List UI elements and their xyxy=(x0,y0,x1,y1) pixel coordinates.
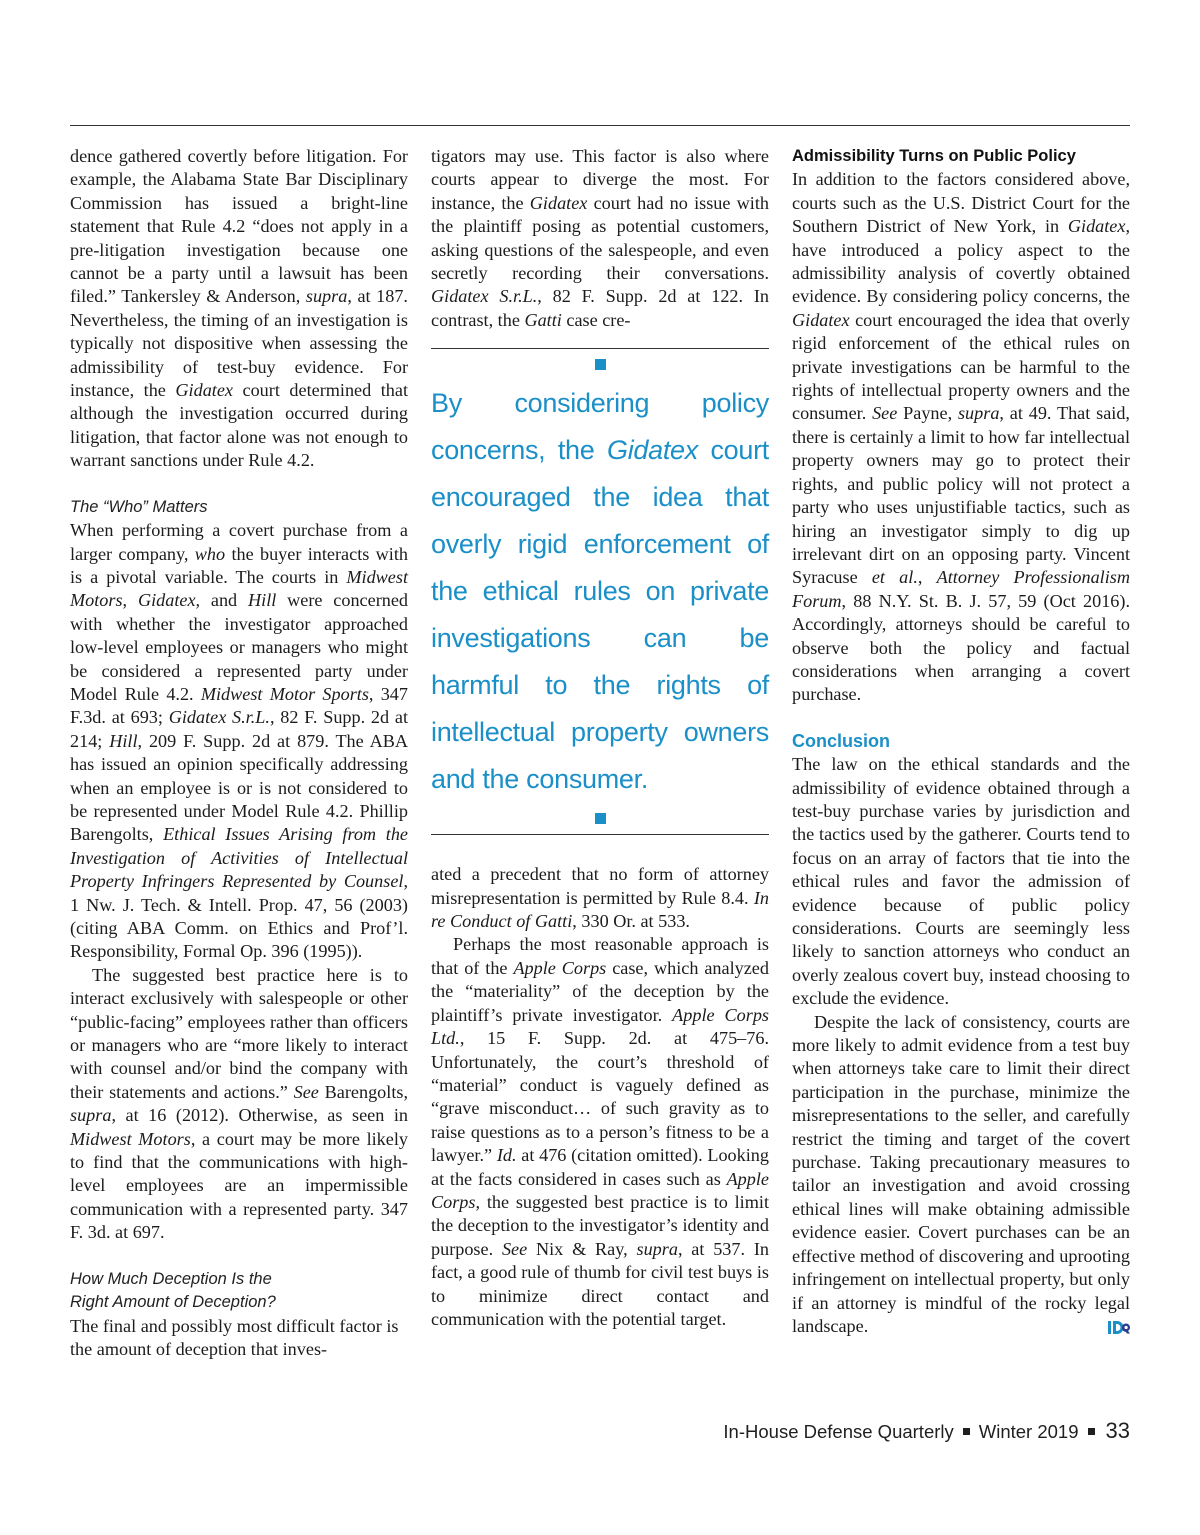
italic-citation: Midwest Motor Sports xyxy=(200,683,369,704)
italic-citation: Attorney Professionalism Forum xyxy=(792,567,1131,611)
col2-paragraph-3: Perhaps the most reasonable approach is that of the Apple Corps case, which analyzed the “materiality” of the deception by the plaintiff’s private investigator. Apple Corps Ltd., 15 F. Supp. 2d. at 475–76. Unfortunately, the court’s threshold of “material” conduct is vaguely defined as “grave misconduct… of such gravity as to raise questions as to a person’s fitness to be a lawyer.” Id. at 476 (citation omitted). Looking at the facts considered in cases such as Apple Corps, the suggested best practice is to limit the deception to the investigator’s identity and purpose. See Nix & Ray, supra, at 537. In fact, a good rule of thumb for civil test buys is to minimize direct contact and communication with the potential target. xyxy=(431,934,770,1329)
col3-paragraph-2: The law on the ethical standards and the admissibility of evidence obtained through a test-buy purchase varies by jurisdiction and the tactics used by the gatherer. Courts tend to focus on an array of factors that tie into the ethical rules and favor the admission of evidence because of public policy considerations. Courts are seemingly less likely to sanction attorneys who conduct an overly zealous covert buy, instead choosing to exclude the evidence. xyxy=(792,754,1130,1009)
heading-conclusion: Conclusion xyxy=(792,730,890,751)
page-number: 33 xyxy=(1105,1418,1130,1443)
heading-deception xyxy=(70,1268,408,1315)
pull-quote-bottom-rule xyxy=(431,834,769,835)
italic-citation: supra xyxy=(957,403,1000,424)
col1-paragraph-2: When performing a covert purchase from a larger company, who the buyer interacts with is a pivotal variable. The courts in Midwest Motors, Gidatex, and Hill were concerned with whether the investigator approached low-level employees or managers who might be considered a represented party under Model Rule 4.2. Midwest Motor Sports, 347 F.3d. at 693; Gidatex S.r.L., 82 F. Supp. 2d at 214; Hill, 209 F. Supp. 2d at 879. The ABA has issued an opinion specifically addressing when an employee is or is not considered to be represented under Model Rule 4.2. Phillip Barengolts, Ethical Issues Arising from the Investigation of Activities of Intellectual Property Infringers Represented by Counsel, 1 Nw. J. Tech. & Intell. Prop. 47, 56 (2003) (citing ABA Comm. on Ethics and Prof’l. Responsibility, Formal Op. 396 (1995)). xyxy=(70,520,409,962)
col3-paragraph-1: In addition to the factors considered above, courts such as the U.S. District Court for the Southern District of New York, in Gidatex, have introduced a policy aspect to the admissibility analysis of covertly obtained evidence. By considering policy concerns, the Gidatex court encouraged the idea that overly rigid enforcement of the ethical rules on private investigations can be harmful to the rights of intellectual property owners and the consumer. See Payne, supra, at 49. That said, there is certainly a limit to how far intellectual property owners may go to protect their rights, and public policy will not protect a party who uses unjustifiable tactics, such as hiring an investigator simply to dig up irrelevant dirt on an opposing party. Vincent Syracuse et al., Attorney Professionalism Forum, 88 N.Y. St. B. J. 57, 59 (Oct 2016). Accordingly, attorneys should be careful to observe both the policy and factual considerations when arranging a covert purchase. xyxy=(792,169,1131,705)
col3-paragraph-3-text: Despite the lack of consistency, courts are more likely to admit evidence from a test buy when attorneys take care to limit their direct participation in the purchase, minimize the misrepresentations to the seller, and carefully restrict the timing and target of the covert purchase. Taking precautionary measures to tailor an investigation and avoid crossing ethical lines will make obtaining admissible evidence easier. Covert purchases can be an effective method of discovering and uprooting infringement on intellectual property, but only if an attorney is mindful of the rocky legal landscape. xyxy=(792,1011,1130,1336)
square-bullet-icon xyxy=(595,359,606,370)
italic-citation: Hill xyxy=(248,590,277,611)
column-1 xyxy=(70,145,408,1361)
italic-citation: Gidatex S.r.L. xyxy=(168,707,270,728)
italic-citation: Apple Corps xyxy=(431,1168,769,1212)
footer-publication: In-House Defense Quarterly xyxy=(723,1421,954,1442)
italic-citation: See xyxy=(293,1081,319,1102)
italic-citation: Apple Corps xyxy=(513,957,607,978)
col1-paragraph-4: The final and possibly most difficult factor is the amount of deception that inves- xyxy=(70,1315,399,1359)
italic-citation: who xyxy=(194,543,226,564)
square-separator-icon xyxy=(1088,1428,1095,1435)
italic-citation: See xyxy=(872,403,898,424)
italic-citation: Hill xyxy=(109,730,138,751)
heading-public-policy: Admissibility Turns on Public Policy xyxy=(792,147,1076,165)
italic-citation: Midwest Motors xyxy=(70,566,408,611)
italic-citation: Gidatex xyxy=(529,192,588,213)
italic-citation: Gidatex, xyxy=(137,590,201,611)
italic-citation: Gidatex xyxy=(1067,216,1126,237)
italic-citation: supra xyxy=(636,1238,678,1259)
pull-quote-top-rule xyxy=(431,348,769,349)
heading-who-matters: The “Who” Matters xyxy=(70,497,208,516)
italic-citation: Midwest Motors xyxy=(70,1128,191,1149)
column-2 xyxy=(431,145,769,1331)
col1-paragraph-1: dence gathered covertly before litigation. For example, the Alabama State Bar Disciplinary Commission has issued a bright-line statement that Rule 4.2 “does not apply in a pre-litigation investigation because one cannot be a party until a lawsuit has been filed.” Tankersley & Anderson, supra, at 187. Nevertheless, the timing of an investigation is typically not dispositive when assessing the admissibility of test-buy evidence. For instance, the Gidatex court determined that although the investigation occurred during litigation, that factor alone was not enough to warrant sanctions under Rule 4.2. xyxy=(70,146,409,471)
italic-citation: Gidatex xyxy=(792,309,850,330)
idq-logo-icon xyxy=(1086,1319,1130,1342)
top-rule xyxy=(70,125,1130,126)
pull-quote xyxy=(431,348,769,835)
italic-citation: Gatti xyxy=(524,309,562,330)
col1-paragraph-3: The suggested best practice here is to interact exclusively with salespeople or other “public-facing” employees rather than officers or managers who are “more likely to interact with counsel and/or bind the company with their statements and actions.” See Barengolts, supra, at 16 (2012). Otherwise, as seen in Midwest Motors, a court may be more likely to find that the communications with high-level employees are an impermissible communication with a represented party. 347 F. 3d. at 697. xyxy=(70,964,408,1243)
footer-issue: Winter 2019 xyxy=(978,1421,1079,1442)
square-separator-icon xyxy=(963,1428,970,1435)
italic-citation: Id. xyxy=(496,1145,517,1166)
col3-paragraph-3 xyxy=(792,1011,1130,1339)
pull-quote-text: By considering policy concerns, the Gidatex court encouraged the idea that overly rigid enforcement of the ethical rules on private investigations can be harmful to the rights of intellectual property owners and the consumer. xyxy=(431,388,769,795)
column-3 xyxy=(792,145,1130,1342)
idq-logo-svg xyxy=(1108,1320,1130,1336)
col2-paragraph-1: tigators may use. This factor is also where courts appear to diverge the most. For instance, the Gidatex court had no issue with the plaintiff posing as potential customers, asking questions of the salespeople, and even secretly recording their conversations. Gidatex S.r.L., 82 F. Supp. 2d at 122. In contrast, the Gatti case cre- xyxy=(431,146,769,330)
italic-citation: Apple Corps Ltd. xyxy=(431,1004,770,1049)
heading-deception-line-1: How Much Deception Is the xyxy=(70,1269,272,1288)
italic-citation: Gidatex S.r.L. xyxy=(431,286,538,307)
heading-deception-line-2: Right Amount of Deception? xyxy=(70,1293,276,1312)
italic-citation: See xyxy=(501,1238,528,1259)
italic-citation: Ethical Issues Arising from the Investigation of Activities of Intellectual Property Infringers Represented by Counsel xyxy=(70,824,408,892)
italic-citation: In re Conduct of Gatti xyxy=(431,887,769,932)
page-footer xyxy=(723,1418,1130,1444)
italic-citation: Gidatex xyxy=(175,380,233,401)
italic-citation: Gidatex xyxy=(607,435,698,466)
italic-citation: et al. xyxy=(871,567,918,588)
col2-paragraph-2: ated a precedent that no form of attorney misrepresentation is permitted by Rule 8.4. In re Conduct of Gatti, 330 Or. at 533. xyxy=(431,864,769,932)
italic-citation: supra xyxy=(305,286,348,307)
square-bullet-icon xyxy=(595,813,606,824)
italic-citation: supra xyxy=(70,1105,112,1126)
